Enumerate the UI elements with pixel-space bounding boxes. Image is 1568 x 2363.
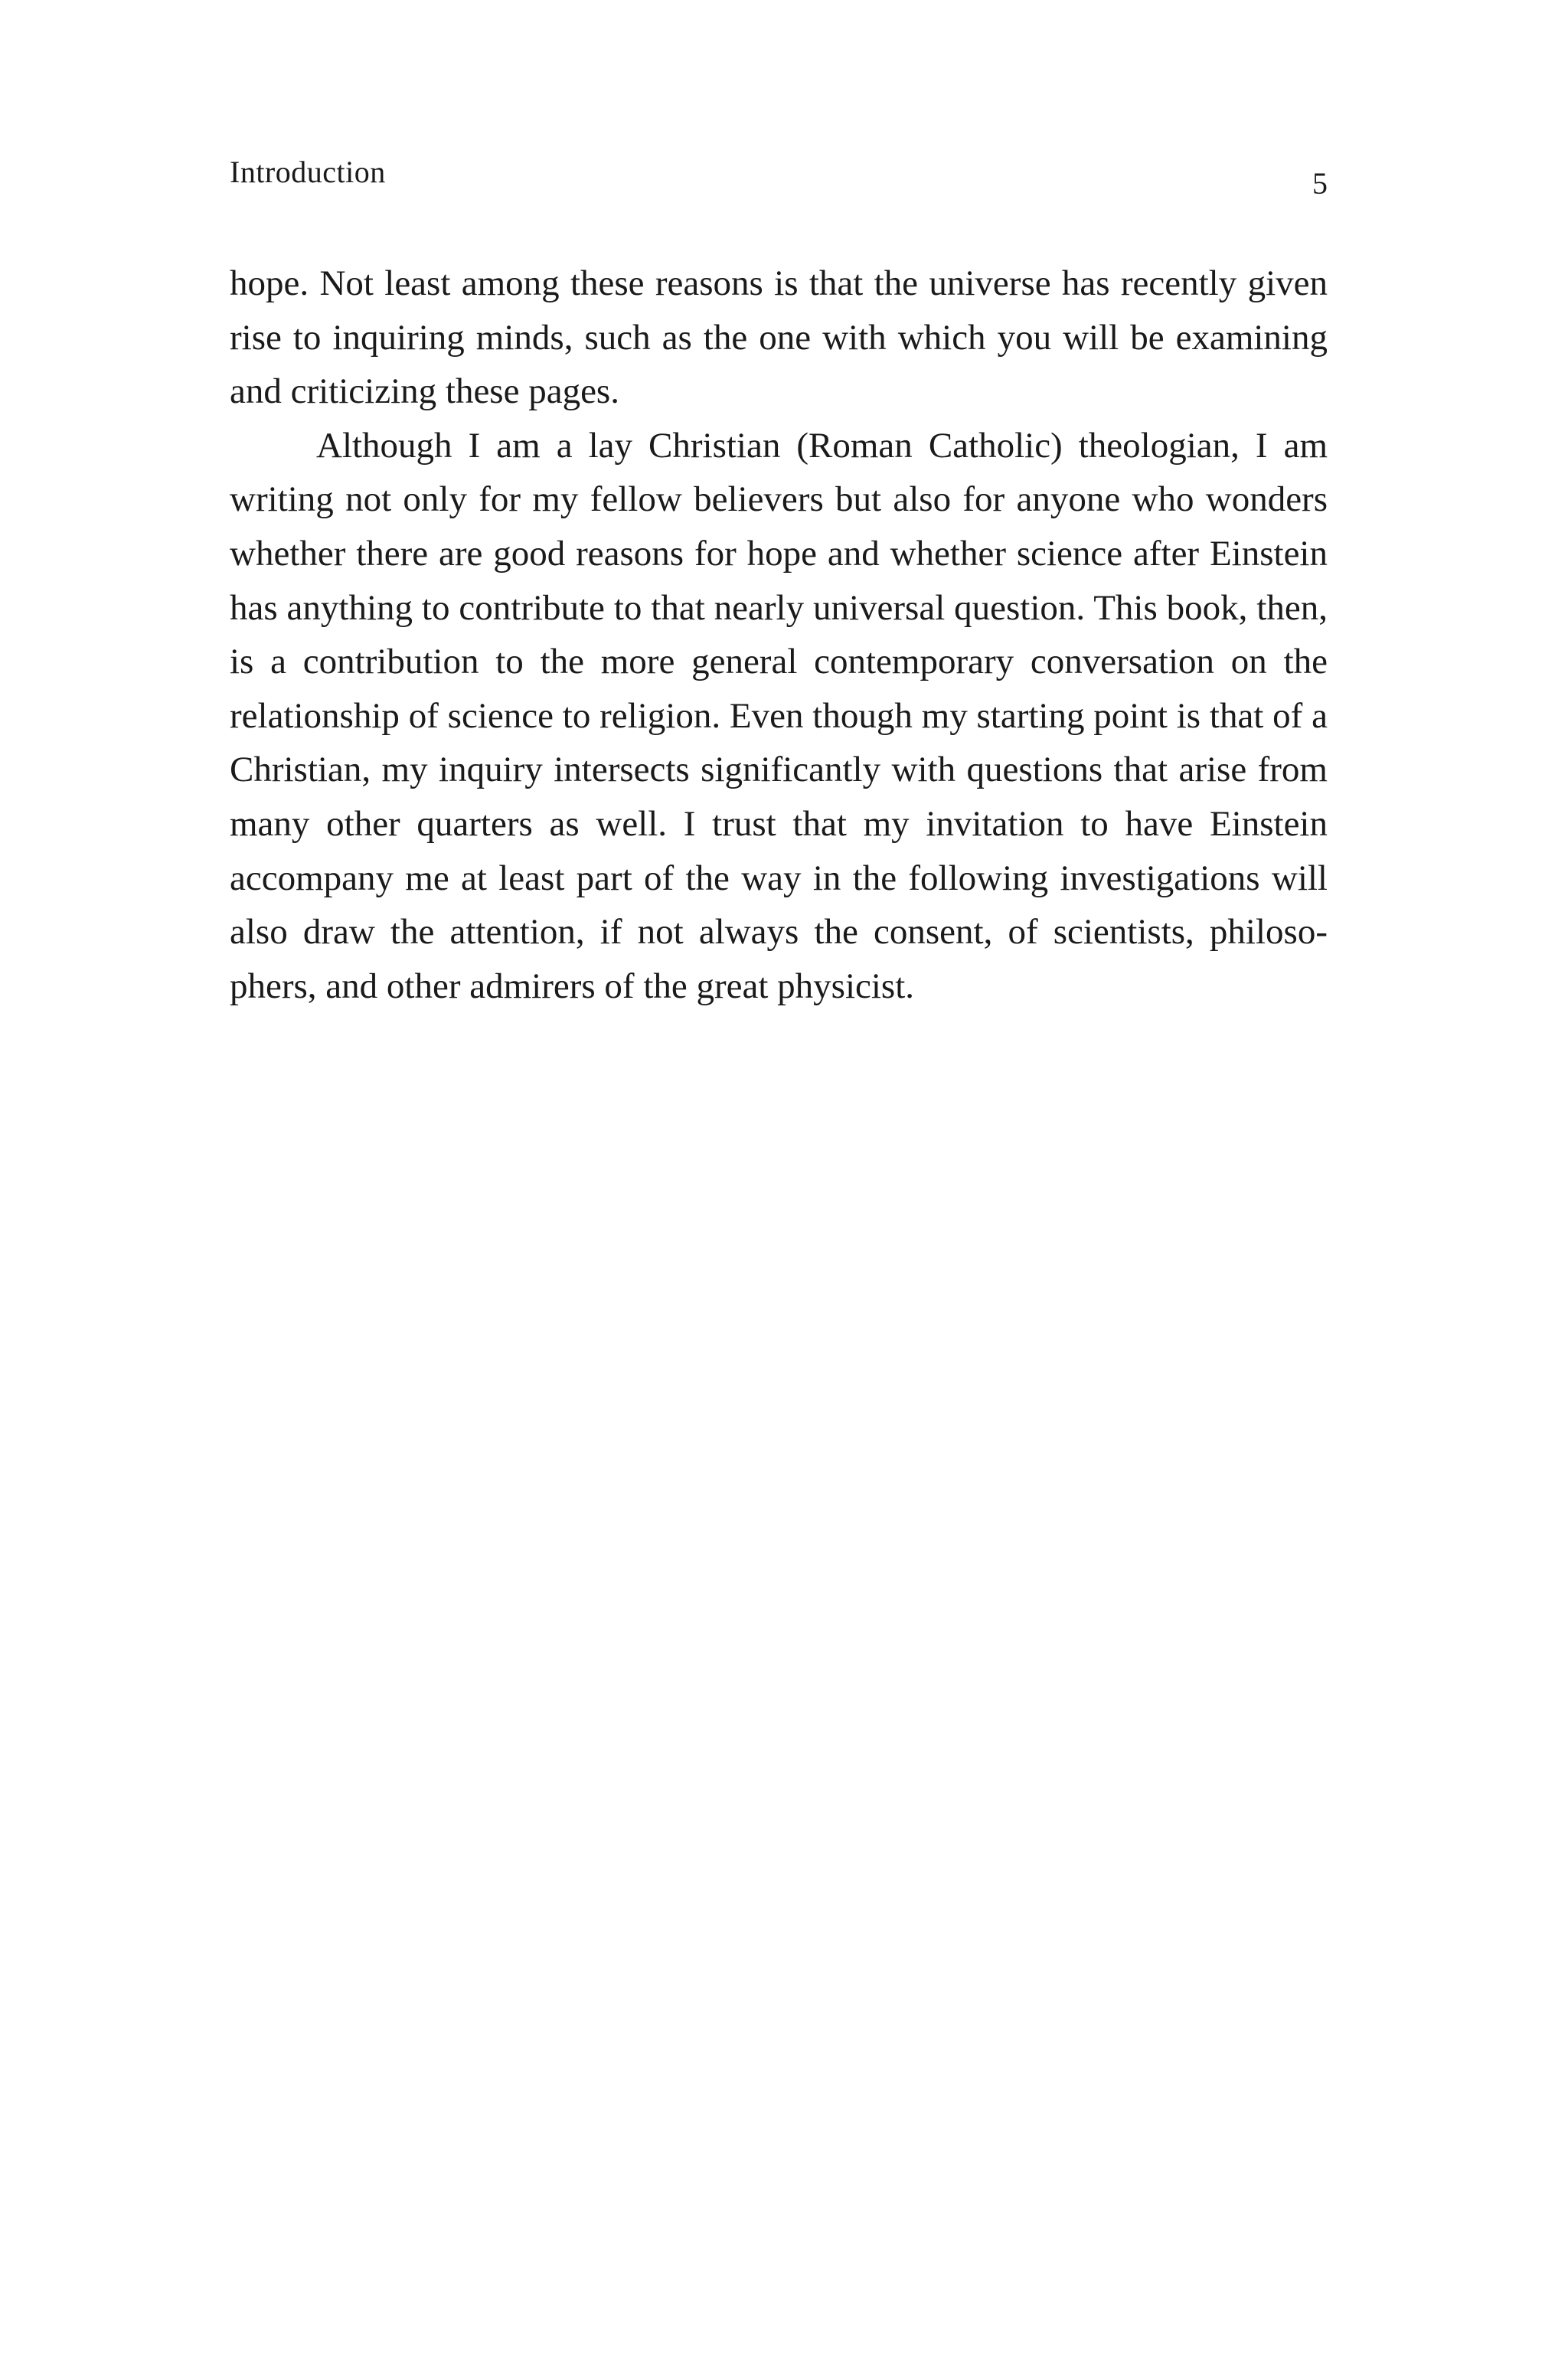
running-head: Introduction (230, 155, 386, 189)
page-number: 5 (1312, 166, 1328, 201)
paragraph-2: Although I am a lay Christian (Roman Catholic) theologian, I am writing not only for my fellow believers but also for anyone who wonders whether there are good reasons for hope and whether science after Einstein has anything to contribute to that nearly universal question. This book, then, is a contribution to the more general contemporary conversation on the relationship of science to religion. Even though my starting point is that of a Christian, my inquiry intersects significantly with questions that arise from many other quarters as well. I trust that my invitation to have Einstein accompany me at least part of the way in the following investigations will also draw the attention, if not always the consent, of scientists, philosophers, and other admirers of the great physicist. (230, 425, 1328, 1006)
paragraph-1: hope. Not least among these reasons is that the universe has recently given rise to inquiring minds, such as the one with which you will be examining and criticizing these pages. (230, 263, 1328, 412)
body-text (230, 257, 1328, 1013)
